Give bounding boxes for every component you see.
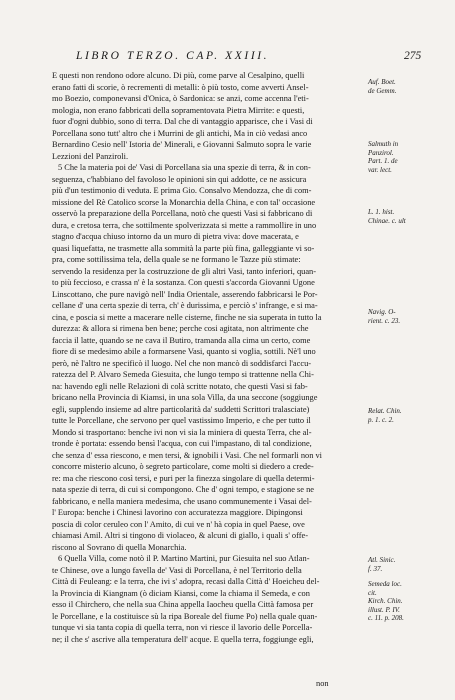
text-line: stagno d'acqua chiuso intorno da un muro di pietra viva: dove macerata, e	[52, 232, 299, 241]
text-line: seguenza, c'habbiano del favoloso le opinioni sin qui addotte, ce ne assicura	[52, 174, 307, 184]
text-line: Bernardino Cesio nell' Istoria de' Minerali, e Giovanni Salmuto sopra le varie	[52, 140, 312, 149]
text-line: missione del Rè Catolico scorse la Monarchia della China, e con tal' occasione	[52, 197, 316, 207]
text-line: fabbricano, e nella maniera medesima, che usano communemente i Vasai del-	[52, 496, 312, 506]
text-line: tutte le Porcellane, che servono per quel vastissimo Imperio, e che per tutto il	[52, 416, 311, 425]
text-line: Lezzioni del Panziroli.	[52, 151, 129, 161]
text-line: quasi liquefatta, ne trasmette alla sommità la parte più fina, galleggiante vi so-	[52, 243, 315, 253]
text-line: nata spezie di terra, di cui si compongono. Che d' ogni tempo, e stagione se ne	[52, 485, 314, 494]
text-line: tronde è portata: essendo bensì l'acqua, con cui l'impastano, di tal condizione,	[52, 439, 312, 448]
text-line: ratezza del P. Alvaro Semeda Giesuita, che lungo tempo si trattenne nella Chi-	[52, 370, 314, 379]
text-line: mo Boezio, componevansi d'Onica, ò Sardonica: se anzi, come accenna l'eti-	[52, 94, 309, 103]
margin-note: Semeda loc. cit. Kirch. Chin. illust. P. IV. c. 11. p. 208.	[368, 580, 404, 622]
margin-note: Auf. Boet. de Gemm.	[368, 78, 397, 95]
text-line: Porcellana sono tutt' altro che i Murrini de gli antichi, Ma in ciò vedasi anco	[52, 128, 308, 138]
text-line: Mondo si trasportano: benche ivi non vi sia la miniera di questa Terra, che al-	[52, 427, 312, 437]
text-line: mologia, non erano fabbricati della sopramentovata Pietra Mirrite: e questi,	[52, 105, 305, 115]
text-line: chiamasi Amil. Altri si tingono di violaceo, & alcuni di giallo, i quali s' offe-	[52, 531, 309, 540]
text-line: la Provincia di Kiangnam (ò diciam Kiansi, come la chiama il Semeda, e con	[52, 588, 310, 598]
text-line: bricano nella Provincia di Kiamsi, in una sola Villa, da una seccone (soggiunge	[52, 393, 318, 402]
text-line: concorre misterio alcuno, ò segreto particolare, come molti si diedero a crede-	[52, 462, 314, 471]
page-header	[0, 50, 455, 66]
text-line: l' Europa: benche i Chinesi lavorino con accuratezza maggiore. Dipingonsi	[52, 508, 303, 517]
text-line: te Chinese, ove a lungo favella de' Vasi di Porcellana, è nel Territorio della	[52, 565, 302, 575]
text-line: fuor d'ogni dubbio, sono di terra. Dal che di vantaggio apparisce, che i Vasi di	[52, 117, 313, 126]
text-line: riscono al Sovrano di quella Monarchia.	[52, 542, 187, 552]
paragraph-start-line: 5 Che la materia poi de' Vasi di Porcellana sia una spezie di terra, & in con-	[58, 163, 311, 172]
text-line: fiore di se medesimo abile a formarsene Vasi, quanto si voglia, sottili. Nè'l uno	[52, 347, 316, 356]
text-line: esso il Chirchero, che nella sua China appella Iaocheu quella Città famosa per	[52, 600, 314, 609]
text-line: pra, come sottilissima tela, della quale se ne formano le Tazze più stimate:	[52, 255, 301, 264]
text-line: poscia di color ceruleo con l' Amito, di cui ve n' hà copia in quel Paese, ove	[52, 519, 305, 529]
text-line: to più feccioso, e crassa n' è la sostanza. Con questi s'accorda Giovanni Ugone	[52, 278, 315, 287]
catchword: non	[316, 679, 329, 688]
text-line: re: ma che riescono così tersi, e puri per la finezza singolare di quella determi-	[52, 473, 315, 483]
text-line: na: havendo egli nelle Relazioni di colà scritte notato, che questi Vasi si fab-	[52, 381, 308, 391]
text-line: tunque vi sia tanta copia di quella terra, non vi riesce il lavorio delle Porcella-	[52, 623, 313, 632]
text-line: più d'un testimonio di veduta. E prima Gio. Consalvo Mendozza, che di com-	[52, 186, 312, 195]
text-line: le Porcellane, e la costituisce sù la ripa Boreale del fiume Po) nella quale quan-	[52, 611, 318, 621]
text-line: egli, supplendo insieme ad altre particolarità da' suddetti Scrittori tralasciate)	[52, 404, 310, 414]
text-line: osservò la preparazione della Porcellana, notò che questi Vasi si fabbricano di	[52, 209, 313, 218]
text-line: erano fatti di scorie, ò recrementi di metalli: ò più tosto, come avverti Ansel-	[52, 82, 309, 92]
margin-note: Relat. Chin. p. 1. c. 2.	[368, 407, 402, 424]
text-line: dura, e cretosa terra, che sottilmente spolverizzata si mette a rammollire in uno	[52, 220, 317, 230]
text-line: durezza: & allora si rimena ben bene; perche cosi agitata, non altrimente che	[52, 324, 309, 333]
text-line: però, nè l'altro ne specificò il luogo. Nel che non mancò di soddisfarci l'accu-	[52, 358, 312, 368]
page-number: 275	[404, 50, 422, 62]
text-line: faccia il latte, quando se ne cava il Butiro, tramanda alla cima un certo, come	[52, 335, 311, 345]
text-line: servendo la residenza per la costruzzione de gli altri Vasi, tanto inferiori, quan-	[52, 266, 317, 276]
margin-note: Atl. Sinic. f. 37.	[368, 556, 396, 573]
paragraph-start-line: 6 Quella Villa, come notò il P. Martino Martini, pur Giesuita nel suo Atlan-	[58, 554, 310, 563]
running-head: LIBRO TERZO. CAP. XXIII.	[76, 50, 270, 62]
margin-note: L. 1. hist. Chinae. c. ult	[368, 208, 406, 225]
text-line: Linscottano, che pure navigò nell' India Orientale, asserendo fabbricarsi le Por-	[52, 289, 318, 299]
margin-note: Navig. O- rient. c. 23.	[368, 308, 401, 325]
text-line: cellane d' una certa spezie di terra, ch' è durissima, e perciò s' infrange, e si ma-	[52, 301, 318, 310]
body-text	[52, 70, 362, 645]
text-line: cina, e poscia si mette a macerare nelle cisterne, finche ne sia superata in tutto la	[52, 312, 322, 322]
text-line: E questi non rendono odore alcuno. Di più, come parve al Cesalpino, quelli	[52, 71, 305, 80]
text-line: ne; il che s' ascrive alla temperatura dell' acque. E quella terra, foggiunge egli,	[52, 634, 314, 644]
margin-notes	[368, 70, 450, 650]
text-line: che senza d' essa riescono, e men tersi, & ignobili i Vasi. Che nel formarli non vi	[52, 450, 322, 460]
text-line: Città di Feuleang: e la terra, che ivi s' adopra, recasi dalla Città d' Hoeicheu del-	[52, 577, 320, 586]
margin-note: Salmuth in Panzirol. Part. 1. de var. lect.	[368, 140, 399, 174]
